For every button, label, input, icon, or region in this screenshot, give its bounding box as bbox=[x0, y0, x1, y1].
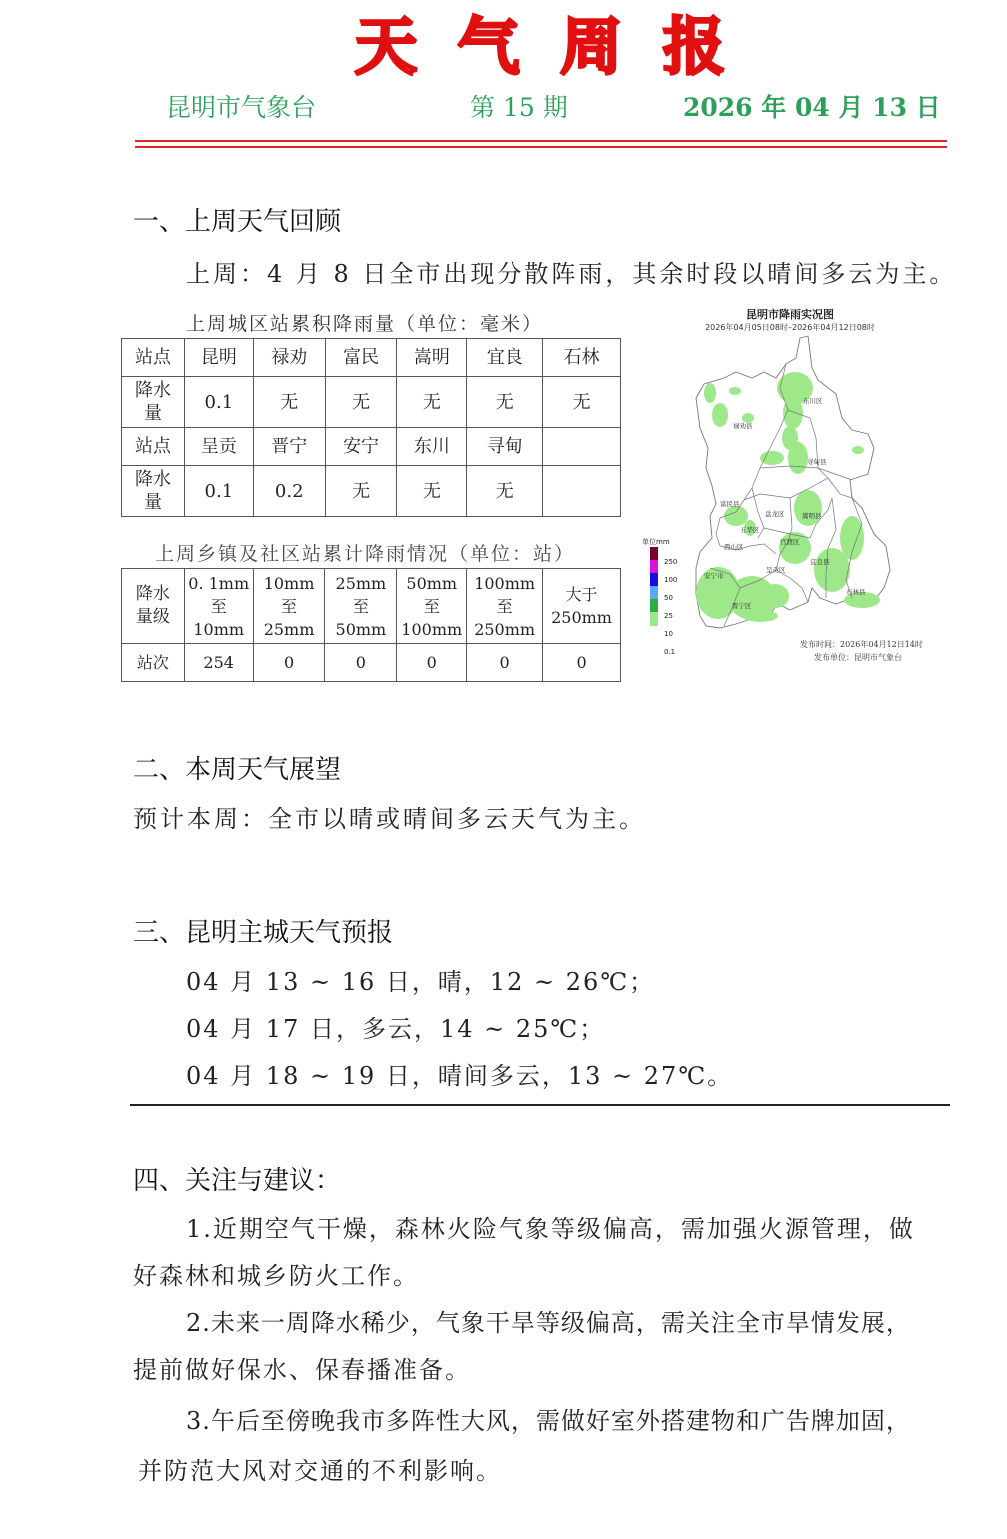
table-row bbox=[122, 428, 621, 466]
county-label: 盘龙区 bbox=[765, 510, 785, 518]
table-cell: 0 bbox=[397, 644, 467, 682]
section-1-title: 一、上周天气回顾 bbox=[133, 207, 342, 237]
advice-item-3-line-1: 3.午后至傍晚我市多阵性大风，需做好室外搭建物和广告牌加固， bbox=[186, 1407, 911, 1435]
level-to-word: 至 bbox=[496, 596, 513, 616]
rain-level-cell bbox=[253, 569, 325, 644]
legend-swatch-25 bbox=[650, 586, 658, 599]
county-label: 禄劝县 bbox=[733, 422, 753, 430]
table-row bbox=[122, 377, 621, 428]
level-to: 100mm bbox=[401, 619, 463, 639]
table-cell: 0 bbox=[467, 644, 543, 682]
county-label: 石林县 bbox=[846, 588, 866, 596]
table-cell: 无 bbox=[397, 377, 467, 428]
table-row bbox=[122, 466, 621, 517]
level-to-word: 至 bbox=[423, 596, 440, 616]
section-3-title: 三、昆明主城天气预报 bbox=[133, 918, 394, 948]
title-char: 气 bbox=[457, 9, 520, 83]
table-cell: 无 bbox=[467, 466, 543, 517]
level-to: 250mm bbox=[474, 619, 536, 639]
map-title: 昆明市降雨实况图 bbox=[746, 308, 834, 321]
level-to: 250mm bbox=[551, 608, 612, 627]
legend-swatch-0-1 bbox=[650, 612, 658, 626]
table-cell: 昆明 bbox=[184, 339, 253, 377]
rain-level-cell bbox=[184, 569, 253, 644]
section-2-title: 二、本周天气展望 bbox=[133, 755, 342, 785]
rain-level-cell bbox=[397, 569, 467, 644]
row-label: 降水 量级 bbox=[122, 569, 185, 644]
advice-item-2-line-2: 提前做好保水、保春播准备。 bbox=[133, 1356, 471, 1384]
table-cell: 0.1 bbox=[184, 466, 253, 517]
rain-level-cell bbox=[543, 569, 621, 644]
masthead bbox=[0, 0, 1007, 83]
header-rule-bottom bbox=[135, 146, 947, 148]
row-label: 站点 bbox=[122, 428, 185, 466]
county-label: 呈贡区 bbox=[766, 566, 786, 574]
rain-level-cell bbox=[467, 569, 543, 644]
row-label: 站次 bbox=[122, 644, 185, 682]
level-to: 25mm bbox=[263, 619, 315, 639]
legend-label: 10 bbox=[664, 630, 673, 638]
section-divider bbox=[130, 1104, 950, 1106]
table-cell bbox=[543, 466, 621, 517]
masthead-title bbox=[350, 6, 730, 83]
table-cell: 石林 bbox=[543, 339, 621, 377]
table-cell: 安宁 bbox=[325, 428, 397, 466]
map-issuer: 发布单位：昆明市气象台 bbox=[814, 653, 902, 662]
table-cell: 宜良 bbox=[467, 339, 543, 377]
level-from: 大于 bbox=[565, 585, 598, 604]
table-cell: 0 bbox=[325, 644, 397, 682]
forecast-line: 04 月 18 ~ 19 日，晴间多云，13 ~ 27℃。 bbox=[186, 1062, 734, 1090]
title-char: 周 bbox=[560, 9, 623, 83]
level-from: 25mm bbox=[335, 573, 387, 593]
table-cell bbox=[543, 428, 621, 466]
table-cell: 无 bbox=[397, 466, 467, 517]
county-label: 晋宁区 bbox=[732, 602, 752, 610]
map-legend bbox=[650, 547, 658, 626]
forecast-line: 04 月 13 ~ 16 日，晴，12 ~ 26℃； bbox=[186, 968, 656, 996]
row-label: 站点 bbox=[122, 339, 185, 377]
table-2-caption: 上周乡镇及社区站累计降雨情况（单位：站） bbox=[155, 543, 576, 565]
county-label: 嵩明县 bbox=[802, 512, 822, 520]
table-cell: 0 bbox=[543, 644, 621, 682]
table-1-caption: 上周城区站累积降雨量（单位：毫米） bbox=[186, 313, 544, 335]
county-label: 富民县 bbox=[720, 500, 740, 508]
county-label: 安宁市 bbox=[704, 572, 724, 580]
level-from: 100mm bbox=[474, 573, 536, 593]
issue-date: 2026 年 04 月 13 日 bbox=[683, 93, 941, 122]
section-1-summary: 上周：4 月 8 日全市出现分散阵雨，其余时段以晴间多云为主。 bbox=[186, 260, 957, 288]
map-period: 2026年04月05日08时–2026年04月12日08时 bbox=[705, 323, 875, 332]
level-to: 50mm bbox=[335, 619, 387, 639]
county-label: 西山区 bbox=[724, 543, 744, 551]
forecast-line: 04 月 17 日，多云，14 ~ 25℃； bbox=[186, 1015, 606, 1043]
table-cell: 呈贡 bbox=[184, 428, 253, 466]
legend-label: 250 bbox=[664, 558, 678, 566]
level-to-word: 至 bbox=[281, 596, 298, 616]
table-cell: 254 bbox=[184, 644, 253, 682]
table-cell: 0 bbox=[253, 644, 325, 682]
advice-item-3-line-2: 并防范大风对交通的不利影响。 bbox=[138, 1457, 502, 1485]
table-cell: 无 bbox=[325, 377, 397, 428]
table-cell: 无 bbox=[467, 377, 543, 428]
table-row bbox=[122, 339, 621, 377]
table-cell: 0.1 bbox=[184, 377, 253, 428]
county-label: 官渡区 bbox=[780, 538, 800, 546]
level-from: 10mm bbox=[263, 573, 315, 593]
title-char: 天 bbox=[354, 9, 417, 83]
legend-swatch-250 bbox=[650, 547, 658, 560]
table-cell: 无 bbox=[253, 377, 325, 428]
kunming-map-svg bbox=[640, 298, 960, 670]
table-cell: 东川 bbox=[397, 428, 467, 466]
legend-label: 0.1 bbox=[664, 648, 676, 656]
table-cell: 寻甸 bbox=[467, 428, 543, 466]
rainfall-map bbox=[640, 298, 960, 670]
table-cell: 0.2 bbox=[253, 466, 325, 517]
level-from: 0. 1mm bbox=[188, 573, 250, 593]
urban-rainfall-table bbox=[121, 338, 621, 517]
legend-swatch-10 bbox=[650, 599, 658, 612]
issue-number: 第 15 期 bbox=[470, 93, 568, 122]
county-label: 五华区 bbox=[740, 526, 760, 534]
table-cell: 晋宁 bbox=[253, 428, 325, 466]
map-issue-time: 发布时间：2026年04月12日14时 bbox=[800, 640, 923, 649]
rain-level-cell bbox=[325, 569, 397, 644]
level-to: 10mm bbox=[193, 619, 245, 639]
legend-label: 50 bbox=[664, 594, 673, 602]
header-rule-top bbox=[135, 140, 947, 142]
county-label: 宜良县 bbox=[810, 558, 830, 566]
advice-item-2-line-1: 2.未来一周降水稀少，气象干旱等级偏高，需关注全市旱情发展， bbox=[186, 1309, 911, 1337]
row-label: 降水 量 bbox=[122, 466, 185, 517]
issuing-organization: 昆明市气象台 bbox=[166, 93, 317, 122]
legend-title: 单位mm bbox=[642, 538, 670, 546]
legend-swatch-50 bbox=[650, 573, 658, 586]
county-label: 东川区 bbox=[803, 397, 823, 405]
legend-label: 100 bbox=[664, 576, 678, 584]
table-cell: 嵩明 bbox=[397, 339, 467, 377]
legend-label: 25 bbox=[664, 612, 673, 620]
advice-item-1-line-2: 好森林和城乡防火工作。 bbox=[133, 1262, 419, 1290]
advice-item-1-line-1: 1.近期空气干燥，森林火险气象等级偏高，需加强火源管理，做 bbox=[186, 1215, 915, 1243]
table-cell: 富民 bbox=[325, 339, 397, 377]
section-2-text: 预计本周：全市以晴或晴间多云天气为主。 bbox=[133, 805, 646, 833]
table-cell: 禄劝 bbox=[253, 339, 325, 377]
title-char: 报 bbox=[662, 9, 725, 83]
level-to-word: 至 bbox=[210, 596, 227, 616]
township-rainfall-table bbox=[121, 568, 621, 682]
table-row bbox=[122, 569, 621, 644]
level-from: 50mm bbox=[406, 573, 458, 593]
level-to-word: 至 bbox=[352, 596, 369, 616]
table-cell: 无 bbox=[543, 377, 621, 428]
table-cell: 无 bbox=[325, 466, 397, 517]
table-row bbox=[122, 644, 621, 682]
county-label: 寻甸县 bbox=[807, 458, 827, 466]
legend-swatch-100 bbox=[650, 560, 658, 573]
section-4-title: 四、关注与建议： bbox=[133, 1166, 342, 1196]
row-label: 降水 量 bbox=[122, 377, 185, 428]
